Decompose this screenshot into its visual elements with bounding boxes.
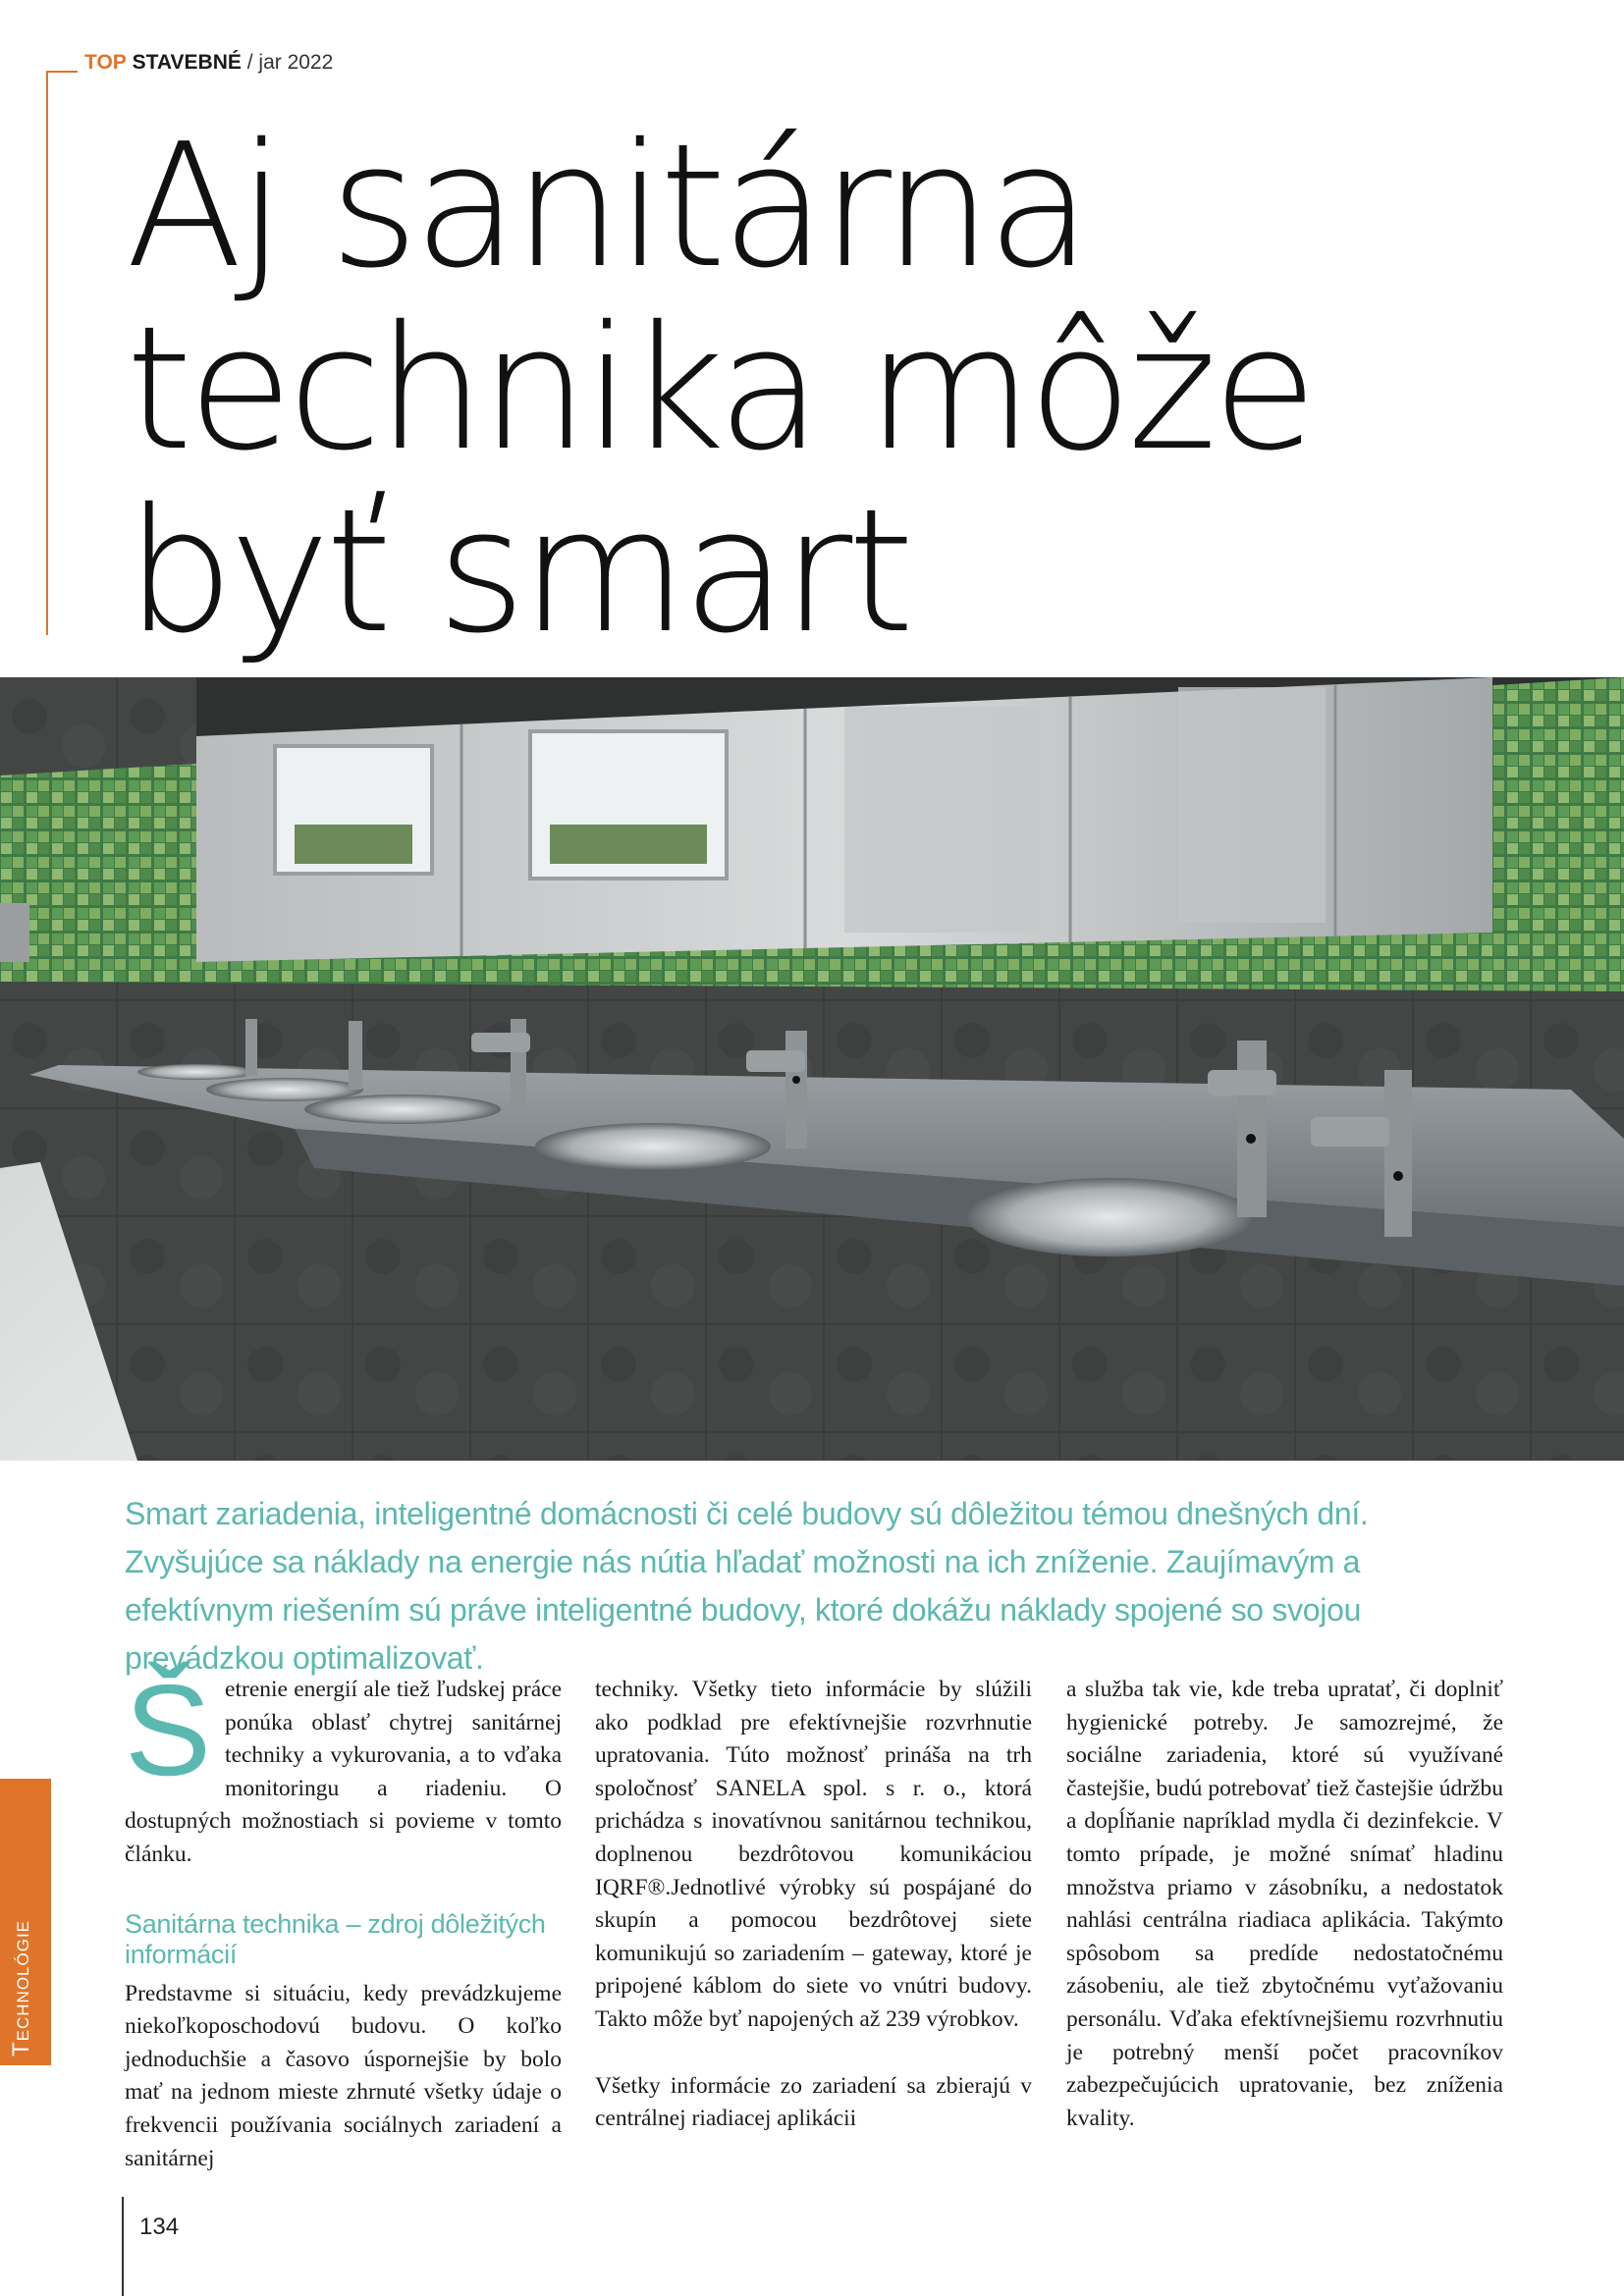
body-paragraph-1-end: techniky. Všetky tieto informácie by slúžili ako podklad pre efektívnejšie rozvrhnutie upratovania. Túto možnosť prináša na trh spoločnosť SANELA spol. s r. o., ktorá prichádza s inovatívnou sanitárnou technikou, doplnenou bezdrôtovou komunikáciou IQRF®.Jednotlivé výrobky sú pospájané do skupín a pomocou bezdrôtovej siete komunikujú so zariadením – gateway, ktoré je pripojené káblom do siete vo vnútri budovy. Takto môže byť napojených až 239 výrobkov.: [595, 1677, 1032, 2032]
header-rule-horizontal: [46, 71, 78, 73]
article-headline: [126, 107, 1579, 671]
intro-text: etrenie energií ale tiež ľudskej práce ponúka oblasť chytrej sanitárnej techniky a vykurovania, a to vďaka monitoringu a riadeniu. O dostupných možnostiach si povieme v tomto článku.: [125, 1677, 562, 1867]
section-label: Technológie: [8, 1919, 34, 2056]
text-column-1: [125, 1658, 562, 2175]
body-paragraph-2-end: a služba tak vie, kde treba upratať, či doplniť hygienické potreby. Je samozrejmé, že sociálne zariadenia, ktoré sú využívané častejšie, budú potrebovať tiež častejšie údržbu a dopĺňanie napríklad mydla či dezinfekcie. V tomto prípade, je možné snímať hladinu množstva priamo v zásobníku, a nedostatok nahlási centrálna riadiaca aplikácia. Takýmto spôsobom sa predíde nedostatočnému zásobeniu, ale tiež zbytočnému vyťažovaniu personálu. Vďaka efektívnejšiemu rozvrhnutiu je potrebný menší počet pracovníkov zabezpečujúcich upratovanie, bez zníženia kvality.: [1066, 1677, 1503, 2131]
drop-cap: Š: [125, 1658, 212, 1802]
issue-label: jar 2022: [258, 51, 334, 74]
text-column-3: [1066, 1674, 1503, 2135]
intro-paragraph: [125, 1658, 562, 1872]
header-separator: /: [246, 51, 253, 74]
article-lead: Smart zariadenia, inteligentné domácnosti či celé budovy sú dôležitou témou dnešných dní. Zvyšujúce sa náklady na energie nás nútia hľadať možnosti na ich zníženie. Zaujímavým a efektívnym riešením sú práve inteligentné budovy, ktoré dokážu náklady spojené so svojou prevádzkou optimalizovať.: [125, 1496, 1369, 1676]
headline-line-1: Aj sanitárna: [126, 107, 1087, 306]
washroom-photo: [0, 677, 1624, 1461]
footer-rule: [122, 2197, 124, 2296]
page-number: 134: [139, 2214, 180, 2240]
header-rule-vertical: [46, 71, 48, 635]
section-subheading: Sanitárna technika – zdroj dôležitých informácií: [125, 1908, 546, 1969]
running-header: [84, 51, 333, 75]
body-paragraph-2-start: Všetky informácie zo zariadení sa zbierajú v centrálnej riadiacej aplikácii: [595, 2072, 1032, 2132]
headline-line-2: technika môže: [126, 290, 1313, 489]
body-paragraph-1-start: Predstavme si situáciu, kedy prevádzkujeme niekoľkoposchodovú budovu. O koľko jednoduchšie a časovo úspornejšie by bolo mať na jednom mieste zhrnuté všetky údaje o frekvencii používania sociálnych zariadení a sanitárnej: [125, 1980, 562, 2171]
brand-top: TOP: [84, 51, 127, 74]
text-column-2: [595, 1674, 1032, 2136]
brand-name: STAVEBNÉ: [132, 51, 242, 74]
headline-line-3: byť smart: [126, 472, 910, 671]
